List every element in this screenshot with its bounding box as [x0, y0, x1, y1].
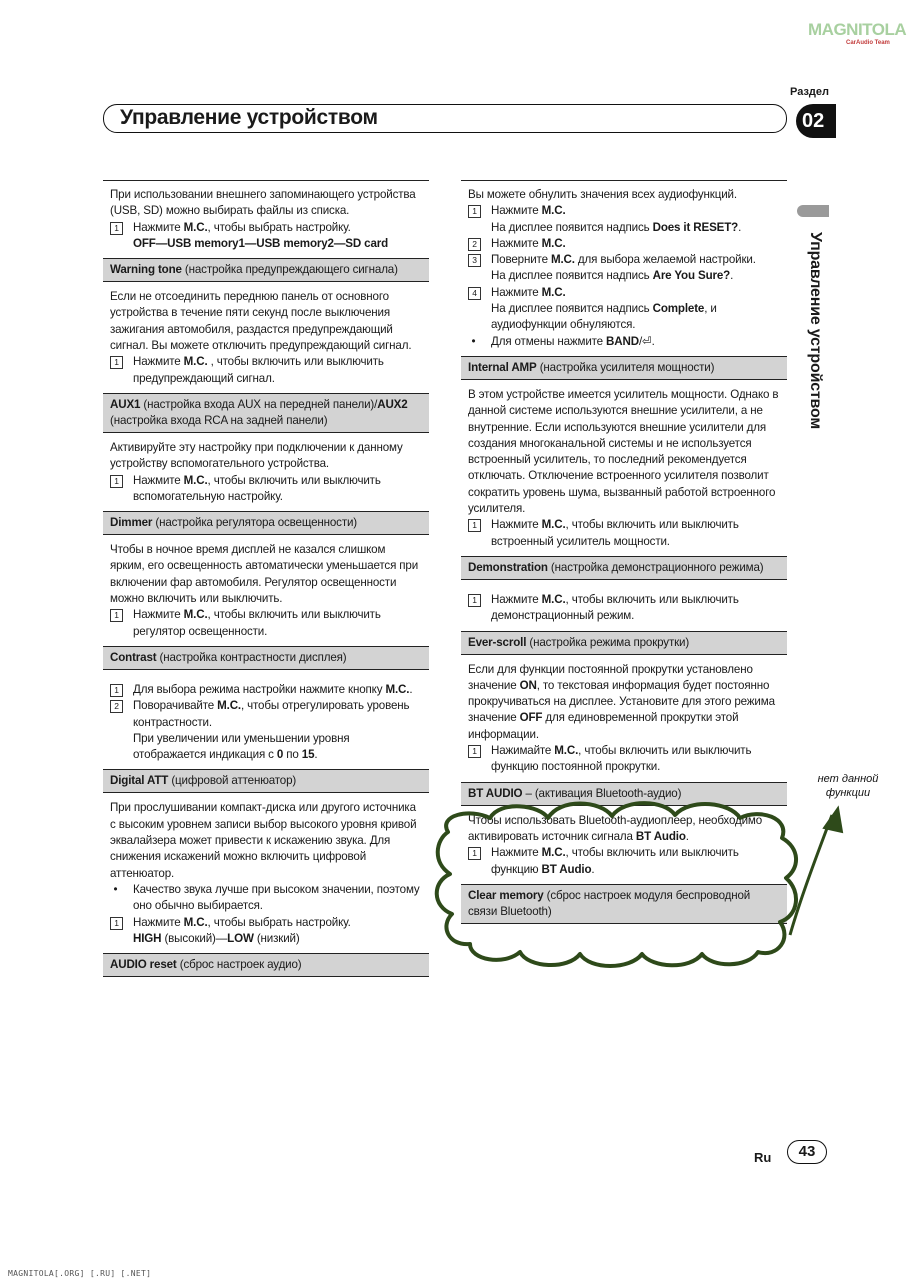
- step-number-icon: 1: [468, 594, 481, 607]
- section-number: 02: [802, 109, 825, 132]
- annotation-arrow-head: [824, 808, 842, 832]
- warning-body: Если не отсоединить переднюю панель от основного устройства в течение пяти секунд после выключения зажигания автомобиля, раздастся предупреждающий сигнал. Вы можете отключить предупреждающий сигнал.: [110, 290, 412, 353]
- step-number-icon: 1: [110, 475, 123, 488]
- step-number-icon: 1: [110, 609, 123, 622]
- side-title: Управление устройством: [807, 232, 824, 429]
- step-item: 1 Нажмите M.C., чтобы включить или выключить демонстрационный режим.: [461, 592, 787, 625]
- step-item: 2 Поворачивайте M.C., чтобы отрегулировать уровень контрастности. При увеличении или уменьшении уровня отображается индикация с 0 по 15.: [103, 698, 429, 763]
- step-item: 1 Нажмите M.C. На дисплее появится надпись Does it RESET?.: [461, 203, 787, 236]
- bullet-item: • Качество звука лучше при высоком значении, поэтому оно обычно выбирается.: [103, 882, 429, 915]
- page-number: 43: [787, 1140, 827, 1164]
- dimmer-body: Чтобы в ночное время дисплей не казался слишком ярким, его освещенность автоматически уменьшается при включении фар автомобиля. Регулятор освещенности можно включить или выключить.: [110, 543, 419, 606]
- step-item: 1 Нажмите M.C., чтобы выбрать настройку. OFF—USB memory1—USB memory2—SD card: [103, 220, 429, 253]
- step-number-icon: 2: [468, 238, 481, 251]
- step-item: 1 Нажимайте M.C., чтобы включить или выключить функцию постоянной прокрутки.: [461, 743, 787, 776]
- step-item: 1 Для выбора режима настройки нажмите кнопку M.C..: [103, 682, 429, 698]
- section-heading-internal-amp: Internal AMP (настройка усилителя мощности): [461, 356, 787, 380]
- aux-body: Активируйте эту настройку при подключении к данному устройству вспомогательного устройства.: [110, 440, 403, 471]
- amp-body: В этом устройстве имеется усилитель мощности. Однако в данной системе используются внешние усилители, а не внутренние. Если используются внешние усилители для создания многоканальной системы и не используется встроенный усилитель, то последний рекомендуется отключать. Отключение встроенного усилителя позволит сократить уровень шума, вызванный работой встроенного усилителя.: [468, 387, 779, 516]
- bullet-icon: •: [471, 334, 476, 348]
- page-title: Управление устройством: [120, 106, 378, 129]
- annotation-cloud: [437, 803, 796, 966]
- step-item: 2 Нажмите M.C.: [461, 236, 787, 252]
- option-list: OFF—USB memory1—USB memory2—SD card: [133, 236, 389, 250]
- step-item: 1 Нажмите M.C., чтобы выбрать настройку. HIGH (высокий)—LOW (низкий): [103, 915, 429, 948]
- section-heading-audio-reset: AUDIO reset (сброс настроек аудио): [103, 953, 429, 977]
- bt-audio-body: Чтобы использовать Bluetooth-аудиоплеер, необходимо активировать источник сигнала BT Audio.: [468, 813, 763, 843]
- section-heading-dimmer: Dimmer (настройка регулятора освещенности): [103, 511, 429, 535]
- step-number-icon: 2: [110, 700, 123, 713]
- step-number-icon: 1: [468, 519, 481, 532]
- section-heading-warning-tone: Warning tone (настройка предупреждающего сигнала): [103, 258, 429, 282]
- section-heading-ever-scroll: Ever-scroll (настройка режима прокрутки): [461, 631, 787, 655]
- step-item: 1 Нажмите M.C. , чтобы включить или выключить предупреждающий сигнал.: [103, 354, 429, 387]
- section-heading-clear-memory: Clear memory (сброс настроек модуля беспроводной связи Bluetooth): [461, 884, 787, 924]
- step-number-icon: 1: [468, 745, 481, 758]
- section-heading-aux: AUX1 (настройка входа AUX на передней панели)/AUX2 (настройка входа RCA на задней панели): [103, 393, 429, 433]
- step-number-icon: 1: [110, 917, 123, 930]
- step-item: 1 Нажмите M.C., чтобы включить или выключить регулятор освещенности.: [103, 607, 429, 640]
- intro-text: При использовании внешнего запоминающего устройства (USB, SD) можно выбирать файлы из списка.: [110, 188, 416, 218]
- step-item: 4 Нажмите M.C. На дисплее появится надпись Complete, и аудиофункции обнуляются.: [461, 285, 787, 334]
- logo-sub-text: CarAudio Team: [846, 40, 890, 46]
- step-item: 3 Поверните M.C. для выбора желаемой настройки. На дисплее появится надпись Are You Sure?.: [461, 252, 787, 285]
- step-number-icon: 4: [468, 287, 481, 300]
- section-label: Раздел: [790, 86, 829, 98]
- section-heading-contrast: Contrast (настройка контрастности дисплея): [103, 646, 429, 670]
- annotation-arrow-line: [790, 815, 832, 935]
- digital-body: При прослушивании компакт-диска или другого источника с высоким уровнем записи выбор высокого уровня кривой эквалайзера может привести к искажению звука. Для снижения искажений можно включить цифровой аттенюатор.: [110, 801, 417, 880]
- section-heading-demonstration: Demonstration (настройка демонстрационного режима): [461, 556, 787, 580]
- reset-intro: Вы можете обнулить значения всех аудиофункций.: [468, 188, 737, 201]
- site-watermark: MAGNITOLA[.ORG] [.RU] [.NET]: [8, 1269, 152, 1278]
- section-heading-bt-audio: BT AUDIO – (активация Bluetooth-аудио): [461, 782, 787, 806]
- step-number-icon: 1: [110, 356, 123, 369]
- language-label: Ru: [754, 1150, 772, 1165]
- annotation-note: нет данной функции: [817, 773, 879, 799]
- step-item: 1 Нажмите M.C., чтобы включить или выключить вспомогательную настройку.: [103, 473, 429, 506]
- step-number-icon: 1: [110, 222, 123, 235]
- step-number-icon: 1: [468, 847, 481, 860]
- section-heading-digital-att: Digital ATT (цифровой аттенюатор): [103, 769, 429, 793]
- ever-scroll-body: Если для функции постоянной прокрутки установлено значение ON, то текстовая информация будет постоянно прокручиваться на дисплее. Установите для этого режима значение OFF для единовременной прокрутки этой информации.: [468, 662, 775, 741]
- bullet-icon: •: [113, 882, 118, 896]
- step-number-icon: 1: [468, 205, 481, 218]
- step-number-icon: 1: [110, 684, 123, 697]
- logo-main-text: MAGNITOLA: [808, 20, 907, 39]
- step-number-icon: 3: [468, 254, 481, 267]
- step-item: 1 Нажмите M.C., чтобы включить или выключить функцию BT Audio.: [461, 845, 787, 878]
- step-item: 1 Нажмите M.C., чтобы включить или выключить встроенный усилитель мощности.: [461, 517, 787, 550]
- bullet-item: • Для отмены нажмите BAND/⏎.: [461, 334, 787, 350]
